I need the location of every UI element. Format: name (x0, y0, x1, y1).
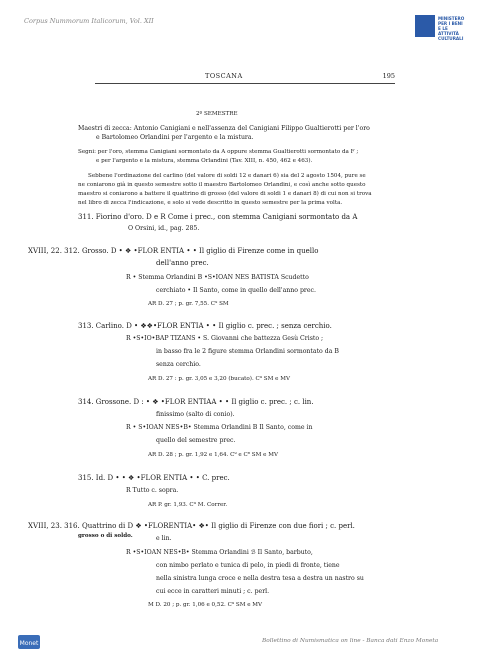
page-number: 195 (382, 72, 395, 80)
masters-line-1: Maestri di zecca: Antonio Canigiani e nell'assenza del Canigiani Filippo Gualtierotti per l'oro (78, 125, 370, 132)
footer-credit: Bollettino di Numismatica on line - Banca dati Enzo Moneta (262, 638, 439, 644)
entry-314-line-2: finissimo (salto di conio). (156, 411, 235, 418)
entry-316-line-6: cui ecce in caratteri minuti ; c. perl. (156, 588, 270, 595)
semester-heading: 2º SEMESTRE (196, 111, 238, 117)
ministry-name: MINISTERO PER I BENI E LE ATTIVITÀ CULTURALI (438, 16, 465, 41)
monet-logo (18, 634, 40, 648)
entry-315-line-3: AR P. gr. 1,93. C⁹ M. Correr. (148, 502, 228, 508)
entry-316-line-1: XVIII, 23. 316. Quattrino di D ❖ •FLORENTIA• ❖• Il giglio di Firenze con due fiori ; c. perl. (28, 522, 355, 530)
ministry-logo (415, 15, 470, 43)
entry-316-line-7: M D. 20 ; p. gr. 1,06 e 0,52. C⁹ SM e MV (148, 602, 263, 608)
entry-315-line-1: 315. Id. D • • ❖ •FLOR ENTIA • • C. prec. (78, 474, 230, 482)
marks-line-2: e per l'argento e la mistura, stemma Orlandini (Tav. XIII, n. 450, 462 e 463). (96, 158, 313, 164)
entry-314-line-3: R • S•IOAN NES•B• Stemma Orlandini B Il Santo, come in (126, 424, 313, 431)
entry-314-line-5: AR D. 28 ; p. gr. 1,92 e 1,64. C⁹ e C⁸ SM e MV (148, 452, 278, 458)
entry-314-line-1: 314. Grossone. D : • ❖ •FLOR ENTIAA • • Il giglio c. prec. ; c. lin. (78, 398, 314, 406)
entry-312-line-4: cerchiato • Il Santo, come in quello dell'anno prec. (156, 287, 316, 294)
entry-316-subtitle: grosso o di soldo. (78, 533, 133, 539)
entry-314-line-4: quello del semestre prec. (156, 437, 236, 444)
section-title: TOSCANA (205, 72, 243, 80)
entry-313-line-4: senza cerchio. (156, 361, 201, 368)
entry-312-line-2: dell'anno prec. (156, 259, 209, 267)
intro-para-line-4: nel libro di zecca l'indicazione, e solo si vede descritto in questo semestre per la prima volta. (78, 200, 343, 206)
journal-header: Corpus Nummorum Italicorum, Vol. XII (24, 17, 154, 25)
ministry-emblem-icon (415, 15, 435, 37)
intro-para-line-3: maestro si coniarono a battere il quattrino di grosso (del valore di soldi 1 e danari 8) di cui non si trova (78, 191, 372, 197)
header-rule (95, 83, 395, 84)
entry-316-line-3: R •S•IOAN NES•B• Stemma Orlandini ℬ Il Santo, barbuto, (126, 549, 313, 556)
monet-logo-icon (18, 635, 40, 649)
intro-para-line-2: ne coniarono già in questo semestre sotto il maestro Bartolomeo Orlandini, e così anche sotto questo (78, 182, 366, 188)
entry-311-line-1: 311. Fiorino d'oro. D e R Come i prec., con stemma Canigiani sormontato da A (78, 213, 358, 221)
entry-313-line-3: in basso fra le 2 figure stemma Orlandini sormontato da B (156, 348, 339, 355)
entry-312-line-3: R • Stemma Orlandini B •S•IOAN NES BATISTA Scudetto (126, 274, 309, 281)
marks-line-1: Segni: per l'oro, stemma Canigiani sormontato da A oppure stemma Gualtierotti sormontato da F ; (78, 149, 359, 155)
entry-311-line-2: O Orsini, id., pag. 285. (128, 225, 200, 232)
entry-312-line-1: XVIII, 22. 312. Grosso. D • ❖ •FLOR ENTIA • • Il giglio di Firenze come in quello (28, 247, 319, 255)
entry-313-line-1: 313. Carlino. D • ❖❖•FLOR ENTIA • • Il giglio c. prec. ; senza cerchio. (78, 322, 332, 330)
entry-315-line-2: R Tutto c. sopra. (126, 487, 179, 494)
entry-312-line-5: AR D. 27 ; p. gr. 7,55. C⁹ SM (148, 301, 229, 307)
masters-line-2: e Bartolomeo Orlandini per l'argento e la mistura. (96, 134, 254, 141)
svg-text:Monet: Monet (19, 640, 39, 647)
entry-316-line-5: nella sinistra lunga croce e nella destra tesa a destra un nastro su (156, 575, 364, 582)
entry-313-line-2: R •S•IO•BAP TIZANS • S. Giovanni che battezza Gesù Cristo ; (126, 335, 324, 342)
intro-para-line-1: Sebbene l'ordinazione del carlino (del valore di soldi 12 e danari 6) sia del 2 agosto 1504, pure se (88, 173, 366, 179)
entry-313-line-5: AR D. 27 : p. gr. 3,05 e 3,20 (bucato). C⁹ SM e MV (148, 376, 290, 382)
entry-316-line-4: con nimbo perlato e tunica di pelo, in piedi di fronte, tiene (156, 562, 340, 569)
entry-316-line-2: e lin. (156, 535, 172, 542)
